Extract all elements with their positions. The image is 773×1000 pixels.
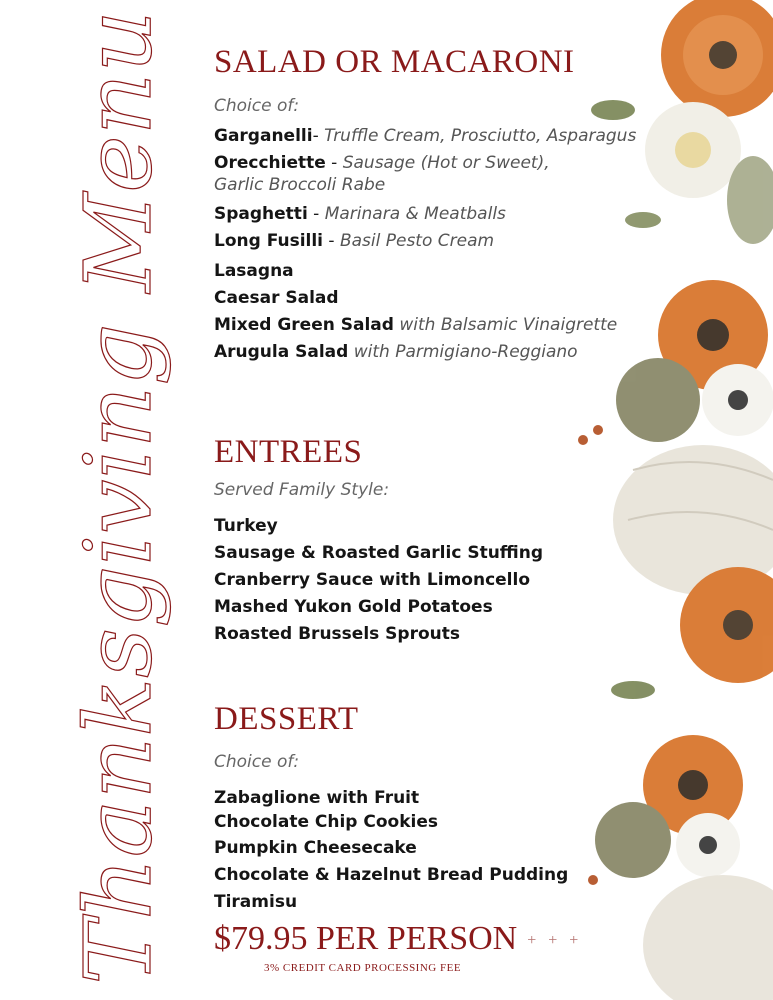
entrees-heading: ENTREES — [214, 434, 363, 470]
script-title-text: Thanksgiving Menu — [65, 63, 172, 985]
menu-item: Sausage & Roasted Garlic Stuffing — [214, 543, 544, 563]
menu-item: Tiramisu — [214, 892, 298, 912]
price-plus-marks: + + + — [527, 932, 583, 950]
dessert-note: Choice of: — [214, 752, 300, 772]
menu-item: Spaghetti - Marinara & Meatballs — [214, 204, 506, 224]
menu-item: Cranberry Sauce with Limoncello — [214, 570, 531, 590]
floral-decoration — [553, 0, 773, 1000]
menu-item: Lasagna — [214, 261, 294, 281]
menu-item: Caesar Salad — [214, 288, 339, 308]
menu-item: Garganelli- Truffle Cream, Prosciutto, Asparagus — [214, 126, 637, 146]
dessert-heading: DESSERT — [214, 701, 359, 737]
salad-heading: SALAD OR MACARONI — [214, 44, 575, 80]
entrees-note: Served Family Style: — [214, 480, 390, 500]
price-label: $79.95 PER PERSON — [214, 920, 518, 957]
price-per-person — [214, 920, 582, 958]
credit-card-fee-note: 3% CREDIT CARD PROCESSING FEE — [264, 962, 462, 974]
menu-item: Pumpkin Cheesecake — [214, 838, 417, 858]
menu-item: Orecchiette - Sausage (Hot or Sweet), Garlic Broccoli Rabe — [214, 153, 550, 195]
menu-item: Turkey — [214, 516, 278, 536]
salad-note: Choice of: — [214, 96, 300, 116]
menu-item: Mashed Yukon Gold Potatoes — [214, 597, 493, 617]
thanksgiving-menu-script-title — [0, 0, 210, 1000]
menu-item: Arugula Salad with Parmigiano-Reggiano — [214, 342, 578, 362]
menu-item: Zabaglione with Fruit — [214, 788, 420, 808]
flower-icon — [578, 0, 773, 1000]
menu-item: Chocolate & Hazelnut Bread Pudding — [214, 865, 569, 885]
menu-item: Long Fusilli - Basil Pesto Cream — [214, 231, 495, 251]
menu-item: Chocolate Chip Cookies — [214, 812, 438, 832]
menu-item: Mixed Green Salad with Balsamic Vinaigrette — [214, 315, 618, 335]
menu-item: Roasted Brussels Sprouts — [214, 624, 461, 644]
